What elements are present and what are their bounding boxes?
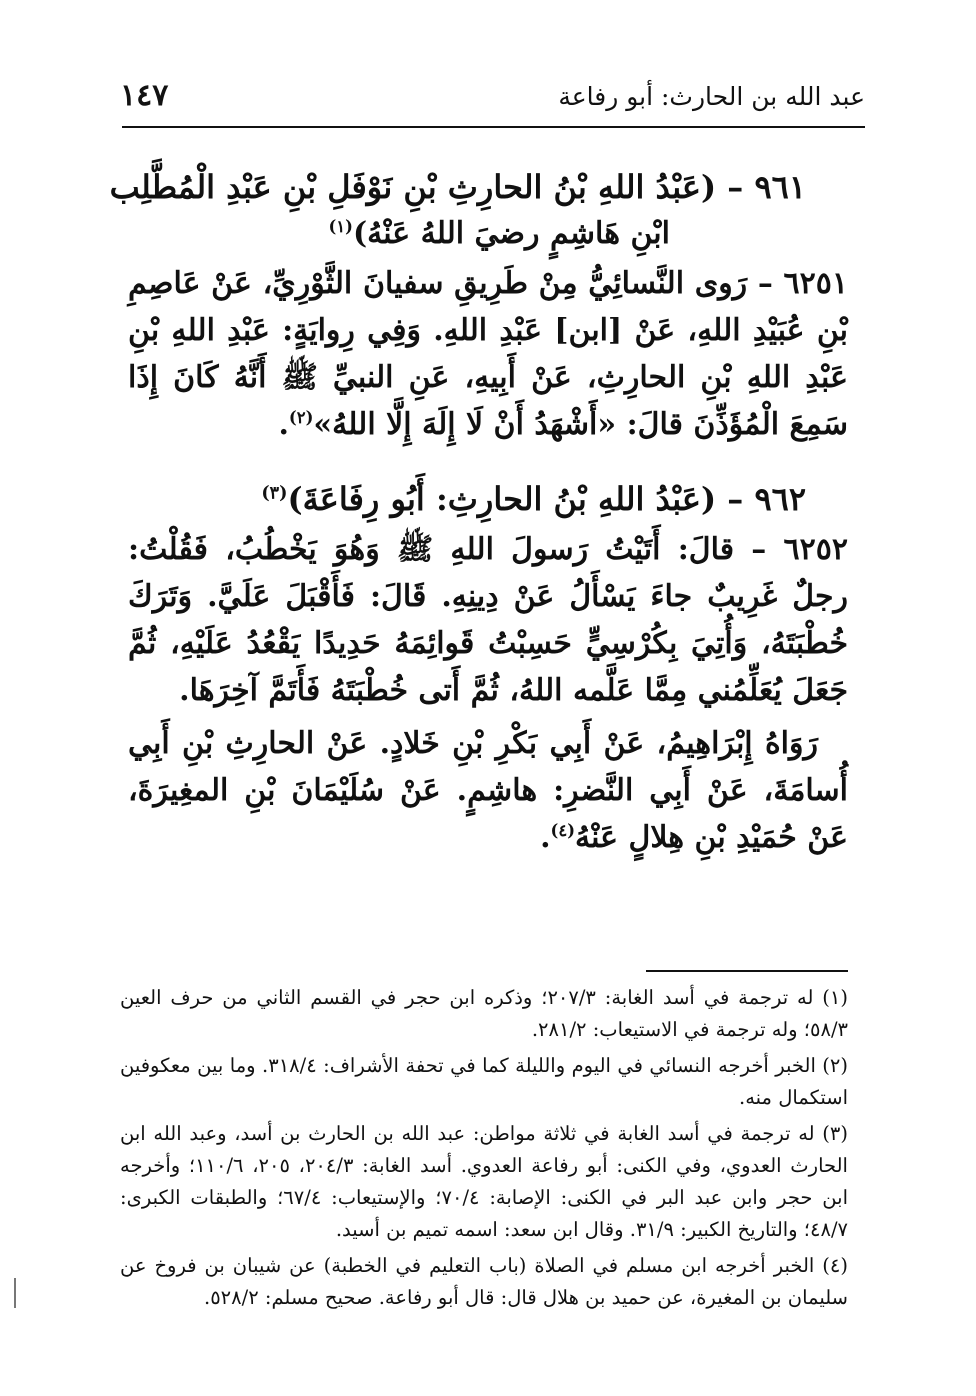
footnote-ref-2: (٢) bbox=[288, 408, 314, 427]
riwaya-end: . bbox=[540, 820, 551, 855]
footnote-ref-1: (١) bbox=[328, 217, 353, 236]
hadith-6251 bbox=[128, 260, 848, 448]
hadith-6251-end: . bbox=[278, 407, 289, 442]
entry-961-heading-text: ٩٦١ – (عَبْدُ اللهِ بْنُ الحارِثِ بْنِ نَوْفَلِ بْنِ عَبْدِ الْمُطَّلِب bbox=[109, 168, 806, 206]
footnote-2: (٢) الخبر أخرجه النسائي في اليوم والليلة كما في تحفة الأشراف: ٣١٨/٤. وما بين معكوفين استكمال منه. bbox=[120, 1054, 849, 1109]
riwaya-text: رَوَاهُ إِبْرَاهِيمُ، عَنْ أَبِي بَكْرِ بْنِ خَلادٍ. عَنْ الحارِثِ بْنِ أَبِي أُسامَةَ، عَنْ أَبِي النَّضرِ: هاشِمٍ. عَنْ سُلَيْمَانَ بْنِ المغِيرَةَ، عَنْ حُمَيْدِ بْنِ هِلالٍ عَنْهُ bbox=[128, 726, 848, 855]
header-title: عبد الله بن الحارث: أبو رفاعة bbox=[558, 82, 865, 111]
entry-962-heading bbox=[261, 474, 806, 524]
hadith-6251-paragraph bbox=[128, 260, 848, 448]
hadith-6252 bbox=[128, 526, 848, 714]
entry-961-heading bbox=[110, 162, 806, 212]
riwaya-paragraph bbox=[128, 720, 848, 861]
riwaya-text-block bbox=[128, 720, 848, 861]
footnote-ref-4: (٤) bbox=[550, 821, 576, 840]
scan-margin-mark bbox=[14, 1278, 16, 1308]
footnotes bbox=[120, 982, 848, 1318]
page-number: ١٤٧ bbox=[120, 78, 169, 113]
footnote-separator bbox=[646, 970, 848, 972]
entry-962-heading-text: ٩٦٢ – (عَبْدُ اللهِ بْنُ الحارِثِ: أَبُو رِفَاعَةَ) bbox=[287, 480, 806, 518]
footnote-4: (٤) الخبر أخرجه ابن مسلم في الصلاة (باب التعليم في الخطبة) عن شيبان بن فروخ عن سليمان بن المغيرة، عن حميد بن هلال قال: قال أبو رفاعة. صحيح مسلم: ٥٢٨/٢. bbox=[120, 1254, 848, 1309]
footnote-1: (١) له ترجمة في أسد الغابة: ٢٠٧/٣؛ وذكره ابن حجر في القسم الثاني من حرف العين ٥٨/٣؛ وله ترجمة في الاستيعاب: ٢٨١/٢. bbox=[120, 986, 848, 1041]
entry-961-subheading-text: ابْنِ هَاشِمٍ رضيَ اللهُ عَنْهُ) bbox=[352, 216, 670, 251]
header-rule bbox=[122, 126, 865, 128]
hadith-6252-paragraph: ٦٢٥٢ – قالَ: أَتَيْتُ رَسولَ اللهِ ﷺ وَهُوَ يَخْطُبُ، فَقُلْتُ: رجلٌ غَرِيبٌ جاءَ يَسْأَلُ عَنْ دِينِهِ. قَالَ: فَأَقْبَلَ عَلَيَّ. وَتَرَكَ خُطْبَتَهُ، وَأُتِيَ بِكُرْسِيٍّ حَسِبْتُ قَوائِمَهُ حَدِيدًا يَقْعُدُ عَلَيْهِ، ثُمَّ جَعَلَ يُعَلِّمُني مِمَّا عَلَّمه اللهُ، ثُمَّ أَتى خُطْبَتَهُ فَأَتَمَّ آخِرَهَا. bbox=[128, 532, 848, 708]
footnote-3: (٣) له ترجمة في أسد الغابة في ثلاثة مواطن: عبد الله بن الحارث بن أسد، وعبد الله ابن الحارث العدوي، وفي الكنى: أبو رفاعة العدوي. أسد الغابة: ٢٠٤/٣، ٢٠٥، ١١٠/٦؛ وأخرجه ابن حجر وابن عبد البر في الكنى: الإصابة: ٧٠/٤؛ والإستيعاب: ٦٧/٤؛ والطبقات الكبرى: ٤٨/٧؛ والتاريخ الكبير: ٣١/٩. وقال ابن سعد: اسمه تميم بن أسيد. bbox=[120, 1122, 848, 1241]
entry-961-subheading bbox=[328, 212, 670, 256]
hadith-6251-text: ٦٢٥١ – رَوى النَّسائِيُّ مِنْ طَرِيقِ سفيانَ الثَّوْرِيِّ، عَنْ عَاصِمِ بْنِ عُبَيْدِ اللهِ، عَنْ [ابن] عَبْدِ اللهِ. وَفِي رِوايَةٍ: عَبْدِ اللهِ بْنِ عَبْدِ اللهِ بْنِ الحارِثِ، عَنْ أَبِيهِ، عَنِ النبيِّ ﷺ أَنَّهُ كَانَ إِذَا سَمِعَ الْمُؤَذِّنَ قالَ: «أَشْهَدُ أَنْ لَا إِلَهَ إِلَّا اللهُ» bbox=[128, 266, 849, 442]
footnote-ref-3: (٣) bbox=[261, 482, 288, 504]
running-header bbox=[120, 78, 865, 118]
